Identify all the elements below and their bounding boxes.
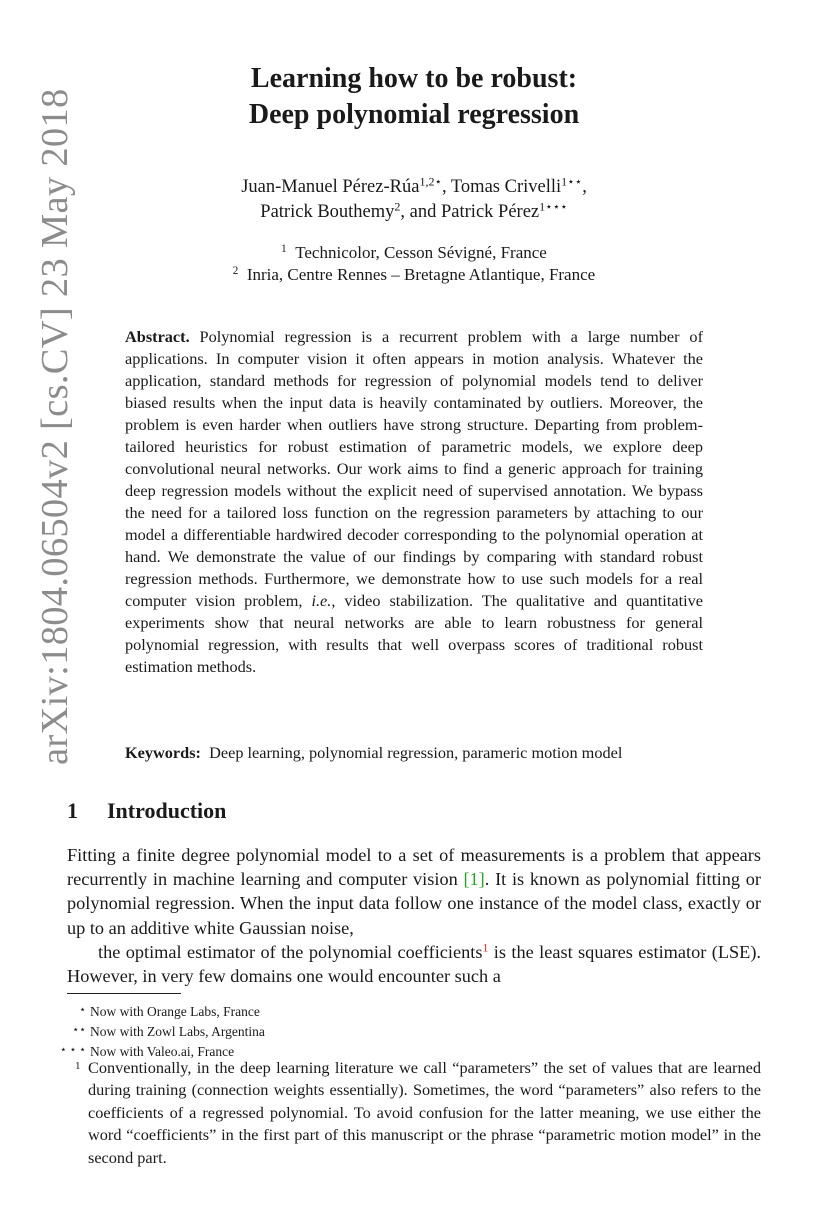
footnote-text: Now with Zowl Labs, Argentina (90, 1024, 265, 1039)
abstract-label: Abstract. (125, 327, 190, 346)
intro-paragraph-2 (67, 940, 761, 988)
author-name: , Tomas Crivelli (442, 177, 562, 197)
keywords (125, 742, 745, 764)
affiliation-number: 1 (281, 242, 287, 255)
author-name: Patrick Bouthemy (260, 202, 395, 222)
intro-text: is the least squares estimator (LSE). However, in very few domains one would encounter such a (67, 941, 761, 987)
intro-text: the optimal estimator of the polynomial coefficients (98, 941, 483, 962)
intro-body (67, 843, 761, 988)
abstract-text-end: , video stabilization. The qualitative and quantitative experiments show that neural networks are able to learn robustness for general polynomial regression, with results that well overpass scores of traditional robust estimation methods. (125, 591, 703, 676)
affiliation-2 (0, 264, 828, 286)
arxiv-sidebar-id: arXiv:1804.06504v2 [cs.CV] 23 May 2018 (34, 88, 76, 765)
footnote-text: Now with Orange Labs, France (90, 1004, 260, 1019)
author-name: , and Patrick Pérez (400, 202, 540, 222)
section-title: Introduction (107, 798, 227, 823)
affiliation-text: Inria, Centre Rennes – Bretagne Atlantique, France (246, 265, 596, 284)
abstract-ie: i.e. (311, 591, 332, 610)
affiliation-number: 2 (232, 264, 239, 277)
affiliation-list (0, 242, 828, 286)
author-affil-mark: 2 (394, 199, 401, 214)
intro-paragraph-1 (67, 843, 761, 940)
paper-title (0, 61, 828, 133)
citation-link[interactable]: [1] (463, 869, 485, 890)
abstract-text: Polynomial regression is a recurrent problem with a large number of applications. In computer vision it often appears in motion analysis. Whatever the application, standard methods for regression of polynomial models tend to deliver biased results when the input data is heavily contaminated by outliers. Moreover, the problem is even harder when outliers have strong structure. Departing from problem-tailored heuristics for robust estimation of parametric models, we explore deep convolutional neural networks. Our work aims to find a generic approach for training deep regression models without the explicit need of supervised annotation. We bypass the need for a tailored loss function on the regression parameters by attaching to our model a differentiable hardwired decoder corresponding to the polynomial operation at hand. We demonstrate the value of our findings by comparing with standard robust regression methods. Furthermore, we demonstrate how to use such models for a real computer vision problem, (125, 327, 703, 610)
keywords-text: Deep learning, polynomial regression, parameric motion model (209, 743, 623, 762)
author-affil-mark: 1⋆⋆⋆ (539, 199, 568, 214)
section-heading (67, 797, 226, 825)
author-name: Juan-Manuel Pérez-Rúa (241, 177, 420, 197)
footnote-mark: ⋆⋆ (72, 1024, 86, 1036)
abstract (125, 326, 703, 678)
title-line-1: Learning how to be robust: (250, 63, 578, 94)
footnote-mark: ⋆ (79, 1004, 86, 1016)
footnote-item (40, 1000, 760, 1022)
footnote-divider (67, 993, 181, 994)
footnote-text: Now with Valeo.ai, France (90, 1044, 235, 1059)
affiliation-text: Technicolor, Cesson Sévigné, France (295, 243, 547, 262)
footnote-text: Conventionally, in the deep learning literature we call “parameters” the set of values that are learned during training (connection weights essentially). Sometimes, the word “parameters” also refers to the coefficients of a regressed polynomial. To avoid confusion for the latter meaning, we use either the word “coefficients” in the first part of this manuscript or the phrase “parametric motion model” in the second part. (88, 1058, 761, 1167)
author-affil-mark: 1⋆⋆ (561, 174, 583, 189)
author-separator: , (582, 177, 587, 197)
footnote-mark: 1 (75, 1060, 81, 1072)
author-affil-mark: 1,2⋆ (419, 174, 442, 189)
intro-text: . It is known as polynomial fitting or polynomial regression. When the input data follow one instance of the model class, exactly or up to an additive white Gaussian noise, (67, 869, 761, 938)
intro-text: Fitting a finite degree polynomial model to a set of measurements is a problem that appears recurrently in machine learning and computer vision (67, 845, 761, 890)
footnote-ref-link[interactable]: 1 (482, 940, 489, 955)
author-list (0, 175, 828, 225)
section-number: 1 (67, 798, 78, 823)
author-line-2 (0, 200, 828, 225)
footnote-item (40, 1020, 760, 1042)
title-line-2: Deep polynomial regression (248, 99, 580, 130)
affiliation-1 (0, 242, 828, 264)
keywords-label: Keywords: (125, 743, 201, 762)
footnote-1 (67, 1057, 761, 1169)
author-line-1 (0, 175, 828, 200)
footnote-mark: ⋆ ⋆ ⋆ (59, 1044, 86, 1056)
